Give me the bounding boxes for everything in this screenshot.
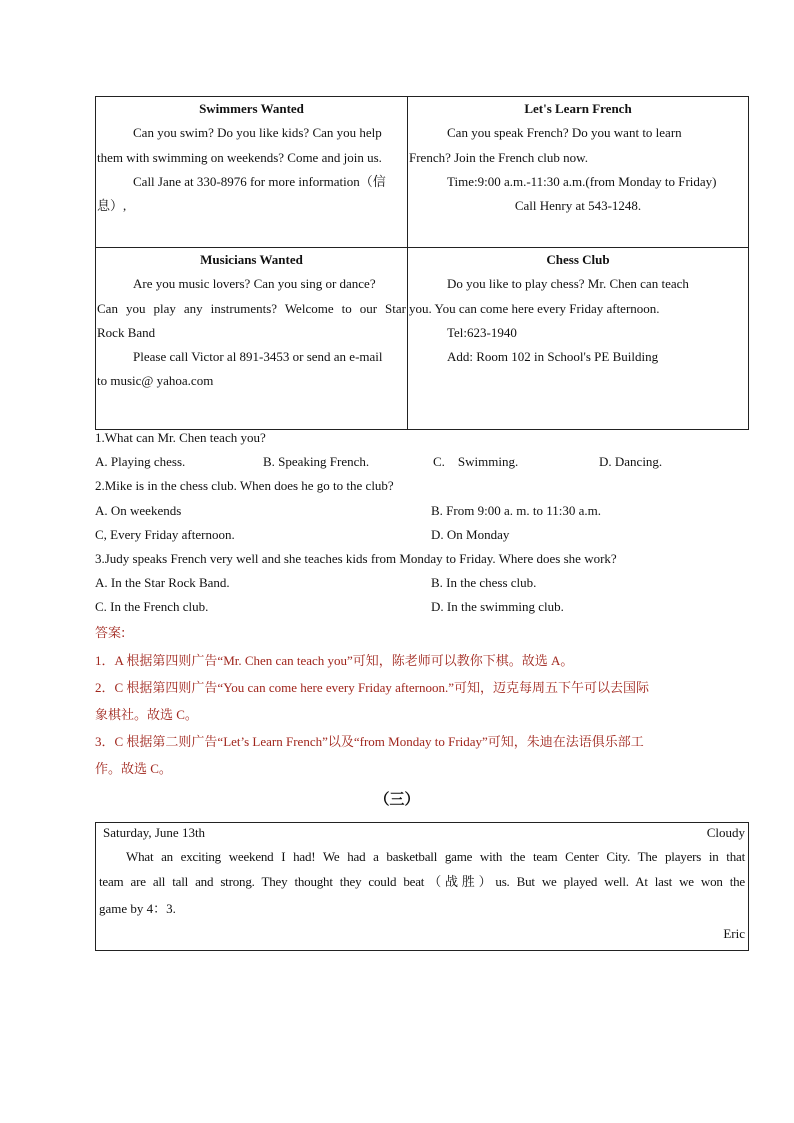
question-option: C. In the French club.: [95, 599, 209, 614]
ad-text: Can you swim? Do you like kids? Can you help: [133, 125, 382, 141]
diary-text: game by 4：3.: [99, 901, 176, 916]
diary-text: What an exciting weekend I had! We had a basketball game with the team Center City. The players in that: [126, 849, 745, 864]
question-option: B. From 9:00 a. m. to 11:30 a.m.: [431, 503, 601, 518]
question-option: A. On weekends: [95, 503, 182, 518]
answer-line: 象棋社。故选 C。: [95, 707, 198, 722]
answer-line: 3．C 根据第二则广告“Let’s Learn French”以及“from Monday to Friday”可知，朱迪在法语俱乐部工: [95, 734, 644, 749]
question-option: A. In the Star Rock Band.: [95, 575, 230, 590]
ad-learn-french: [408, 97, 748, 248]
ad-swimmers-wanted: [96, 97, 408, 248]
diary-signature: Eric: [723, 926, 745, 941]
ad-musicians-wanted: [96, 248, 408, 429]
ad-title: Let's Learn French: [524, 101, 632, 116]
ad-text: Do you like to play chess? Mr. Chen can teach: [447, 276, 689, 292]
ad-title: Chess Club: [546, 252, 610, 267]
ad-chess-club: [408, 248, 748, 429]
ad-text: Rock Band: [97, 324, 156, 340]
ad-text: them with swimming on weekends? Come and join us.: [97, 149, 382, 165]
ad-text: French? Join the French club now.: [409, 149, 588, 165]
ad-text: Are you music lovers? Can you sing or dance?: [133, 276, 376, 292]
answer-line: 2．C 根据第四则广告“You can come here every Friday afternoon.”可知，迈克每周五下午可以去国际: [95, 680, 649, 695]
question-option: B. Speaking French.: [263, 454, 370, 469]
answer-line: 1．A 根据第四则广告“Mr. Chen can teach you”可知，陈老师可以教你下棋。故选 A。: [95, 653, 574, 668]
question-option: A. Playing chess.: [95, 454, 186, 469]
question-option: C, Every Friday afternoon.: [95, 527, 235, 542]
question-option: D. Dancing.: [599, 454, 663, 469]
ad-text: you. You can come here every Friday afternoon.: [409, 300, 660, 316]
ad-text: Tel:623-1940: [447, 324, 517, 340]
answer-line: 作。故选 C。: [95, 761, 172, 776]
diary-text: team are all tall and strong. They thought they could beat（战胜）us. But we played well. At last we won the: [99, 874, 745, 889]
question-stem: 3.Judy speaks French very well and she teaches kids from Monday to Friday. Where does she work?: [95, 551, 617, 566]
ad-text: Time:9:00 a.m.-11:30 a.m.(from Monday to Friday): [447, 173, 717, 189]
ads-table: [95, 96, 749, 430]
diary-date: Saturday, June 13th: [103, 825, 206, 840]
question-option: C. Swimming.: [433, 454, 519, 469]
ad-text: Call Henry at 543-1248.: [514, 198, 642, 214]
ad-text: to music@ yahoa.com: [97, 373, 214, 389]
section-title: （三）: [374, 790, 420, 808]
ad-title: Musicians Wanted: [200, 252, 303, 267]
ad-text: Please call Victor al 891-3453 or send an e-mail: [133, 349, 383, 365]
ad-text: Can you speak French? Do you want to learn: [447, 125, 682, 141]
question-stem: 2.Mike is in the chess club. When does he go to the club?: [95, 478, 394, 493]
question-option: D. In the swimming club.: [431, 599, 564, 614]
ad-text: Add: Room 102 in School's PE Building: [447, 349, 659, 365]
question-stem: 1.What can Mr. Chen teach you?: [95, 430, 266, 445]
question-option: D. On Monday: [431, 527, 510, 542]
ad-text: Can you play any instruments? Welcome to our Star: [97, 300, 406, 316]
diary-box: [95, 822, 749, 951]
ad-text: 息）,: [97, 198, 127, 214]
diary-weather: Cloudy: [706, 825, 745, 840]
ad-text: Call Jane at 330-8976 for more information（信: [133, 173, 386, 189]
ad-title: Swimmers Wanted: [199, 101, 304, 116]
answers-heading: 答案:: [95, 626, 126, 641]
question-option: B. In the chess club.: [431, 575, 537, 590]
